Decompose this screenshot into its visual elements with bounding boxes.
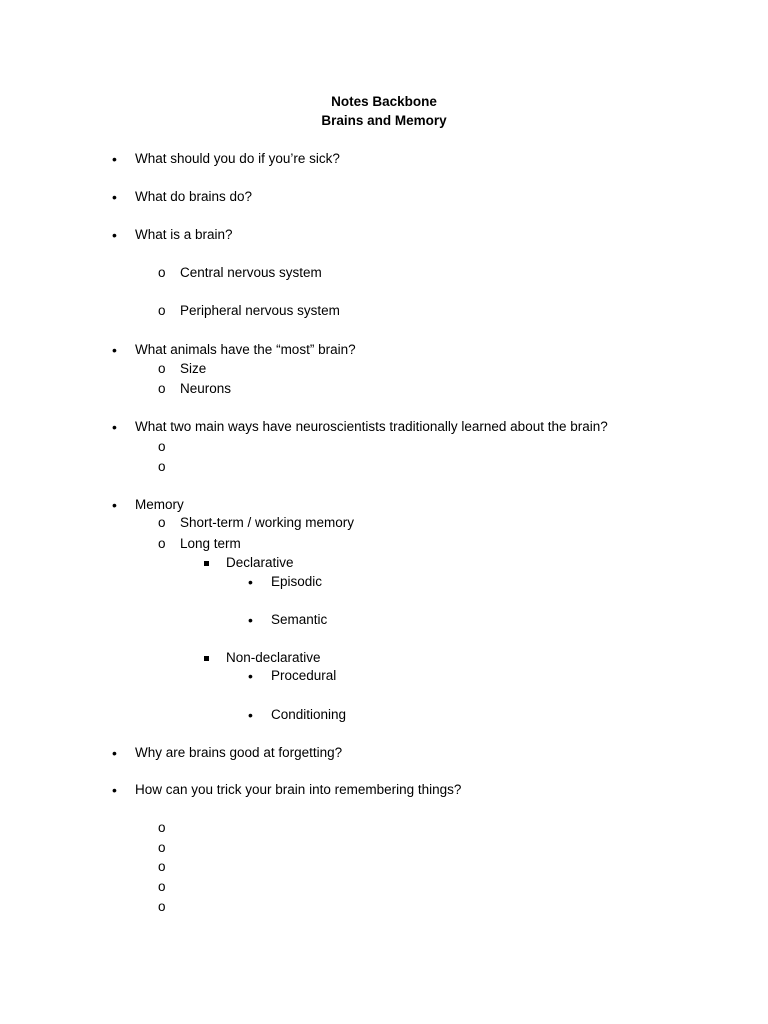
bullet-marker: • [248, 574, 253, 590]
circle-marker: o [158, 459, 166, 474]
list-item-long-term: Long term [180, 536, 241, 551]
bullet-marker: • [112, 342, 117, 358]
list-item-q5: What two main ways have neuroscientists traditionally learned about the brain? [135, 419, 608, 434]
list-item-q6: Why are brains good at forgetting? [135, 745, 343, 760]
bullet-marker: • [112, 782, 117, 798]
bullet-marker: • [112, 419, 117, 435]
circle-marker: o [158, 265, 166, 280]
circle-marker: o [158, 536, 166, 551]
circle-marker: o [158, 381, 166, 396]
bullet-marker: • [112, 189, 117, 205]
list-item-q7: How can you trick your brain into remembering things? [135, 782, 462, 797]
circle-marker: o [158, 859, 166, 874]
circle-marker: o [158, 361, 166, 376]
document-subtitle: Brains and Memory [321, 113, 447, 128]
bullet-marker: • [112, 227, 117, 243]
list-item-q2: What do brains do? [135, 189, 253, 204]
list-item-conditioning: Conditioning [271, 707, 347, 722]
circle-marker: o [158, 439, 166, 454]
list-item-size: Size [180, 361, 207, 376]
list-item-neurons: Neurons [180, 381, 232, 396]
bullet-marker: • [112, 745, 117, 761]
bullet-marker: • [112, 151, 117, 167]
list-item-short-term-memory: Short-term / working memory [180, 515, 355, 530]
list-item-non-declarative: Non-declarative [226, 650, 321, 665]
list-item-declarative: Declarative [226, 555, 294, 570]
circle-marker: o [158, 840, 166, 855]
list-item-q1: What should you do if you’re sick? [135, 151, 340, 166]
list-item-procedural: Procedural [271, 668, 337, 683]
bullet-marker: • [112, 497, 117, 513]
list-item-q4: What animals have the “most” brain? [135, 342, 356, 357]
circle-marker: o [158, 515, 166, 530]
bullet-marker: • [248, 612, 253, 628]
circle-marker: o [158, 820, 166, 835]
list-item-q3: What is a brain? [135, 227, 233, 242]
list-item-episodic: Episodic [271, 574, 323, 589]
list-item-peripheral-nervous-system: Peripheral nervous system [180, 303, 340, 318]
circle-marker: o [158, 879, 166, 894]
list-item-central-nervous-system: Central nervous system [180, 265, 322, 280]
bullet-marker: • [248, 668, 253, 684]
list-item-memory: Memory [135, 497, 184, 512]
bullet-marker: • [248, 707, 253, 723]
list-item-semantic: Semantic [271, 612, 328, 627]
square-marker [204, 650, 209, 661]
document-title: Notes Backbone [331, 94, 437, 109]
circle-marker: o [158, 899, 166, 914]
square-marker [204, 555, 209, 566]
circle-marker: o [158, 303, 166, 318]
